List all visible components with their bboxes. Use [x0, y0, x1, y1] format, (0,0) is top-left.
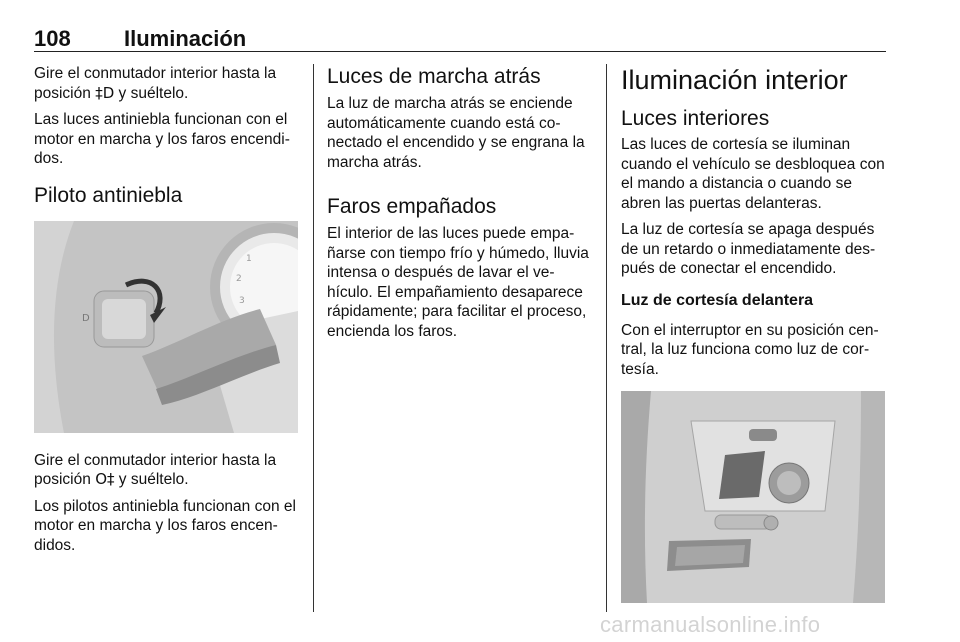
paragraph-front-fog-instruction: Gire el conmutador interior hasta la posición ‡D y suéltelo. [34, 65, 277, 102]
column-middle [327, 64, 593, 348]
svg-text:2: 2 [236, 273, 242, 284]
page-header [34, 20, 886, 50]
heading-fogged-headlights: Faros empañados [327, 195, 497, 218]
heading-front-courtesy-light: Luz de cortesía delantera [621, 291, 814, 309]
section-title: Iluminación [124, 26, 247, 51]
rear-fog-light-icon: O‡ [95, 470, 115, 488]
column-divider-1 [313, 64, 314, 612]
paragraph-reverse-lights: La luz de marcha atrás se enciende automáticamente cuando está conectado el encendido y se engrana la marcha atrás. [327, 95, 585, 171]
paragraph-courtesy-on: Las luces de cortesía se iluminan cuando el vehículo se desbloquea con el mando a distancia o cuando se abren las puertas delanteras. [621, 136, 885, 212]
heading-interior-lights: Luces interiores [621, 107, 770, 130]
heading-rear-fog: Piloto antiniebla [34, 183, 183, 207]
svg-text:D: D [82, 312, 90, 324]
column-right [621, 64, 887, 603]
heading-interior-lighting: Iluminación interior [621, 65, 848, 95]
header-rule [34, 51, 886, 52]
paragraph-rear-fog-instruction: Gire el conmutador interior hasta la posición O‡ y suéltelo. [34, 451, 277, 488]
paragraph-fogged-headlights: El interior de las luces puede empañarse con tiempo frío y húmedo, lluvia intensa o después de lavar el vehículo. El empañamiento desaparece rápidamente; para facilitar el proceso, encienda los faros. [327, 225, 589, 340]
svg-text:3: 3 [239, 295, 245, 306]
paragraph-rear-fog-info: Los pilotos antiniebla funcionan con el motor en marcha y los faros encendidos. [34, 497, 296, 554]
light-switch-stalk-illustration [34, 221, 298, 433]
paragraph-front-courtesy: Con el interruptor en su posición central, la luz funciona como luz de cortesía. [621, 321, 879, 378]
paragraph-front-fog-info: Las luces antiniebla funcionan con el motor en marcha y los faros encendidos. [34, 111, 290, 167]
watermark: carmanualsonline.info [600, 612, 821, 637]
courtesy-light-illustration [621, 391, 885, 603]
front-fog-light-icon: ‡D [95, 83, 115, 102]
column-divider-2 [606, 64, 607, 612]
heading-reverse-lights: Luces de marcha atrás [327, 65, 541, 88]
paragraph-courtesy-off: La luz de cortesía se apaga después de un retardo o inmediatamente después de conectar el encendido. [621, 221, 876, 277]
svg-text:1: 1 [246, 253, 252, 264]
column-left [34, 64, 300, 562]
page-number: 108 [34, 26, 71, 51]
